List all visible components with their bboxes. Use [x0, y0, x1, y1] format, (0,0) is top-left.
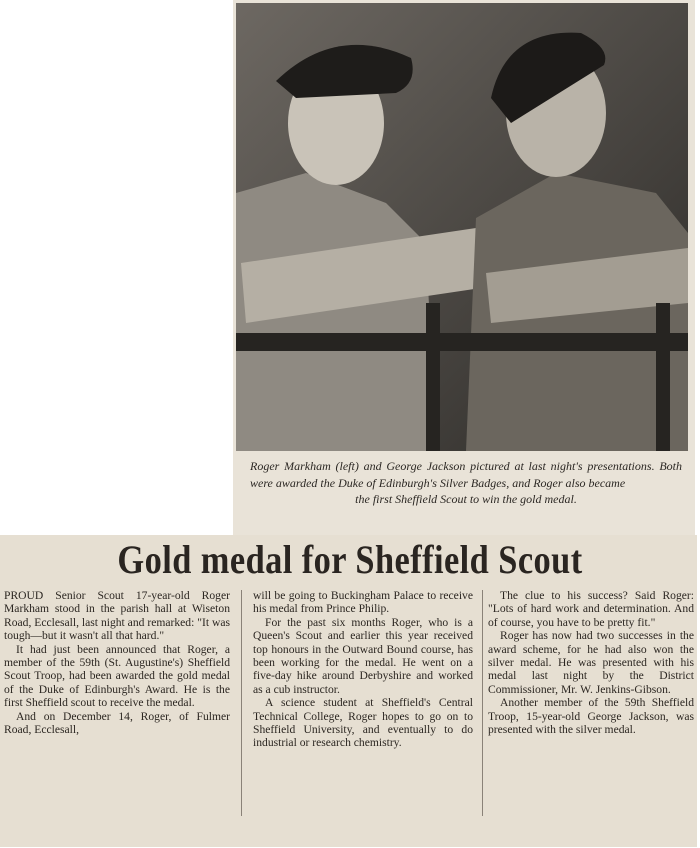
article-paragraph: PROUD Senior Scout 17-year-old Roger Markham stood in the parish hall at Wiseton Road, Ecclesall, last night and remarked: "It was tough—but it wasn't all that hard." — [4, 589, 230, 643]
article-paragraph: will be going to Buckingham Palace to receive his medal from Prince Philip. — [253, 589, 473, 616]
article-column-3 — [488, 589, 694, 736]
column-divider — [241, 590, 242, 816]
article-paragraph: A science student at Sheffield's Central Technical College, Roger hopes to go on to Sheffield University, and eventually to do industrial or research chemistry. — [253, 696, 473, 750]
article-paragraph: Roger has now had two successes in the award scheme, for he had also won the silver medal. He was presented with his medal last night by the District Commissioner, Mr. W. Jenkins-Gibson. — [488, 629, 694, 696]
photo-caption-last-line: the first Sheffield Scout to win the gold medal. — [355, 492, 577, 506]
article-headline: Gold medal for Sheffield Scout — [117, 537, 583, 582]
article-paragraph: Another member of the 59th Sheffield Troop, 15-year-old George Jackson, was presented with the silver medal. — [488, 696, 694, 737]
article-paragraph: For the past six months Roger, who is a Queen's Scout and earlier this year received top honours in the Outward Bound course, has been working for the medal. He went on a five-day hike around Derbyshire and worked as a cub instructor. — [253, 615, 473, 696]
scouts-photo-illustration — [236, 3, 688, 451]
article-paragraph: And on December 14, Roger, of Fulmer Road, Ecclesall, — [4, 709, 230, 737]
article-paragraph: It had just been announced that Roger, a member of the 59th (St. Augustine's) Sheffield Scout Troop, had been awarded the gold medal of the Duke of Edinburgh's Award. He is the first Sheffield scout to receive the medal. — [4, 642, 230, 710]
scouts-photo — [236, 3, 688, 451]
article-body — [4, 589, 694, 829]
photo-caption — [250, 458, 682, 508]
article-paragraph: The clue to his success? Said Roger: "Lots of hard work and determination. And of course, you have to be pretty fit." — [488, 589, 694, 629]
article-column-2 — [253, 589, 473, 750]
column-divider — [482, 590, 483, 816]
photo-caption-text: Roger Markham (left) and George Jackson pictured at last night's presentations. Both were awarded the Duke of Edinburgh's Silver Badges, and Roger also became — [250, 459, 682, 490]
article-column-1 — [4, 589, 230, 736]
